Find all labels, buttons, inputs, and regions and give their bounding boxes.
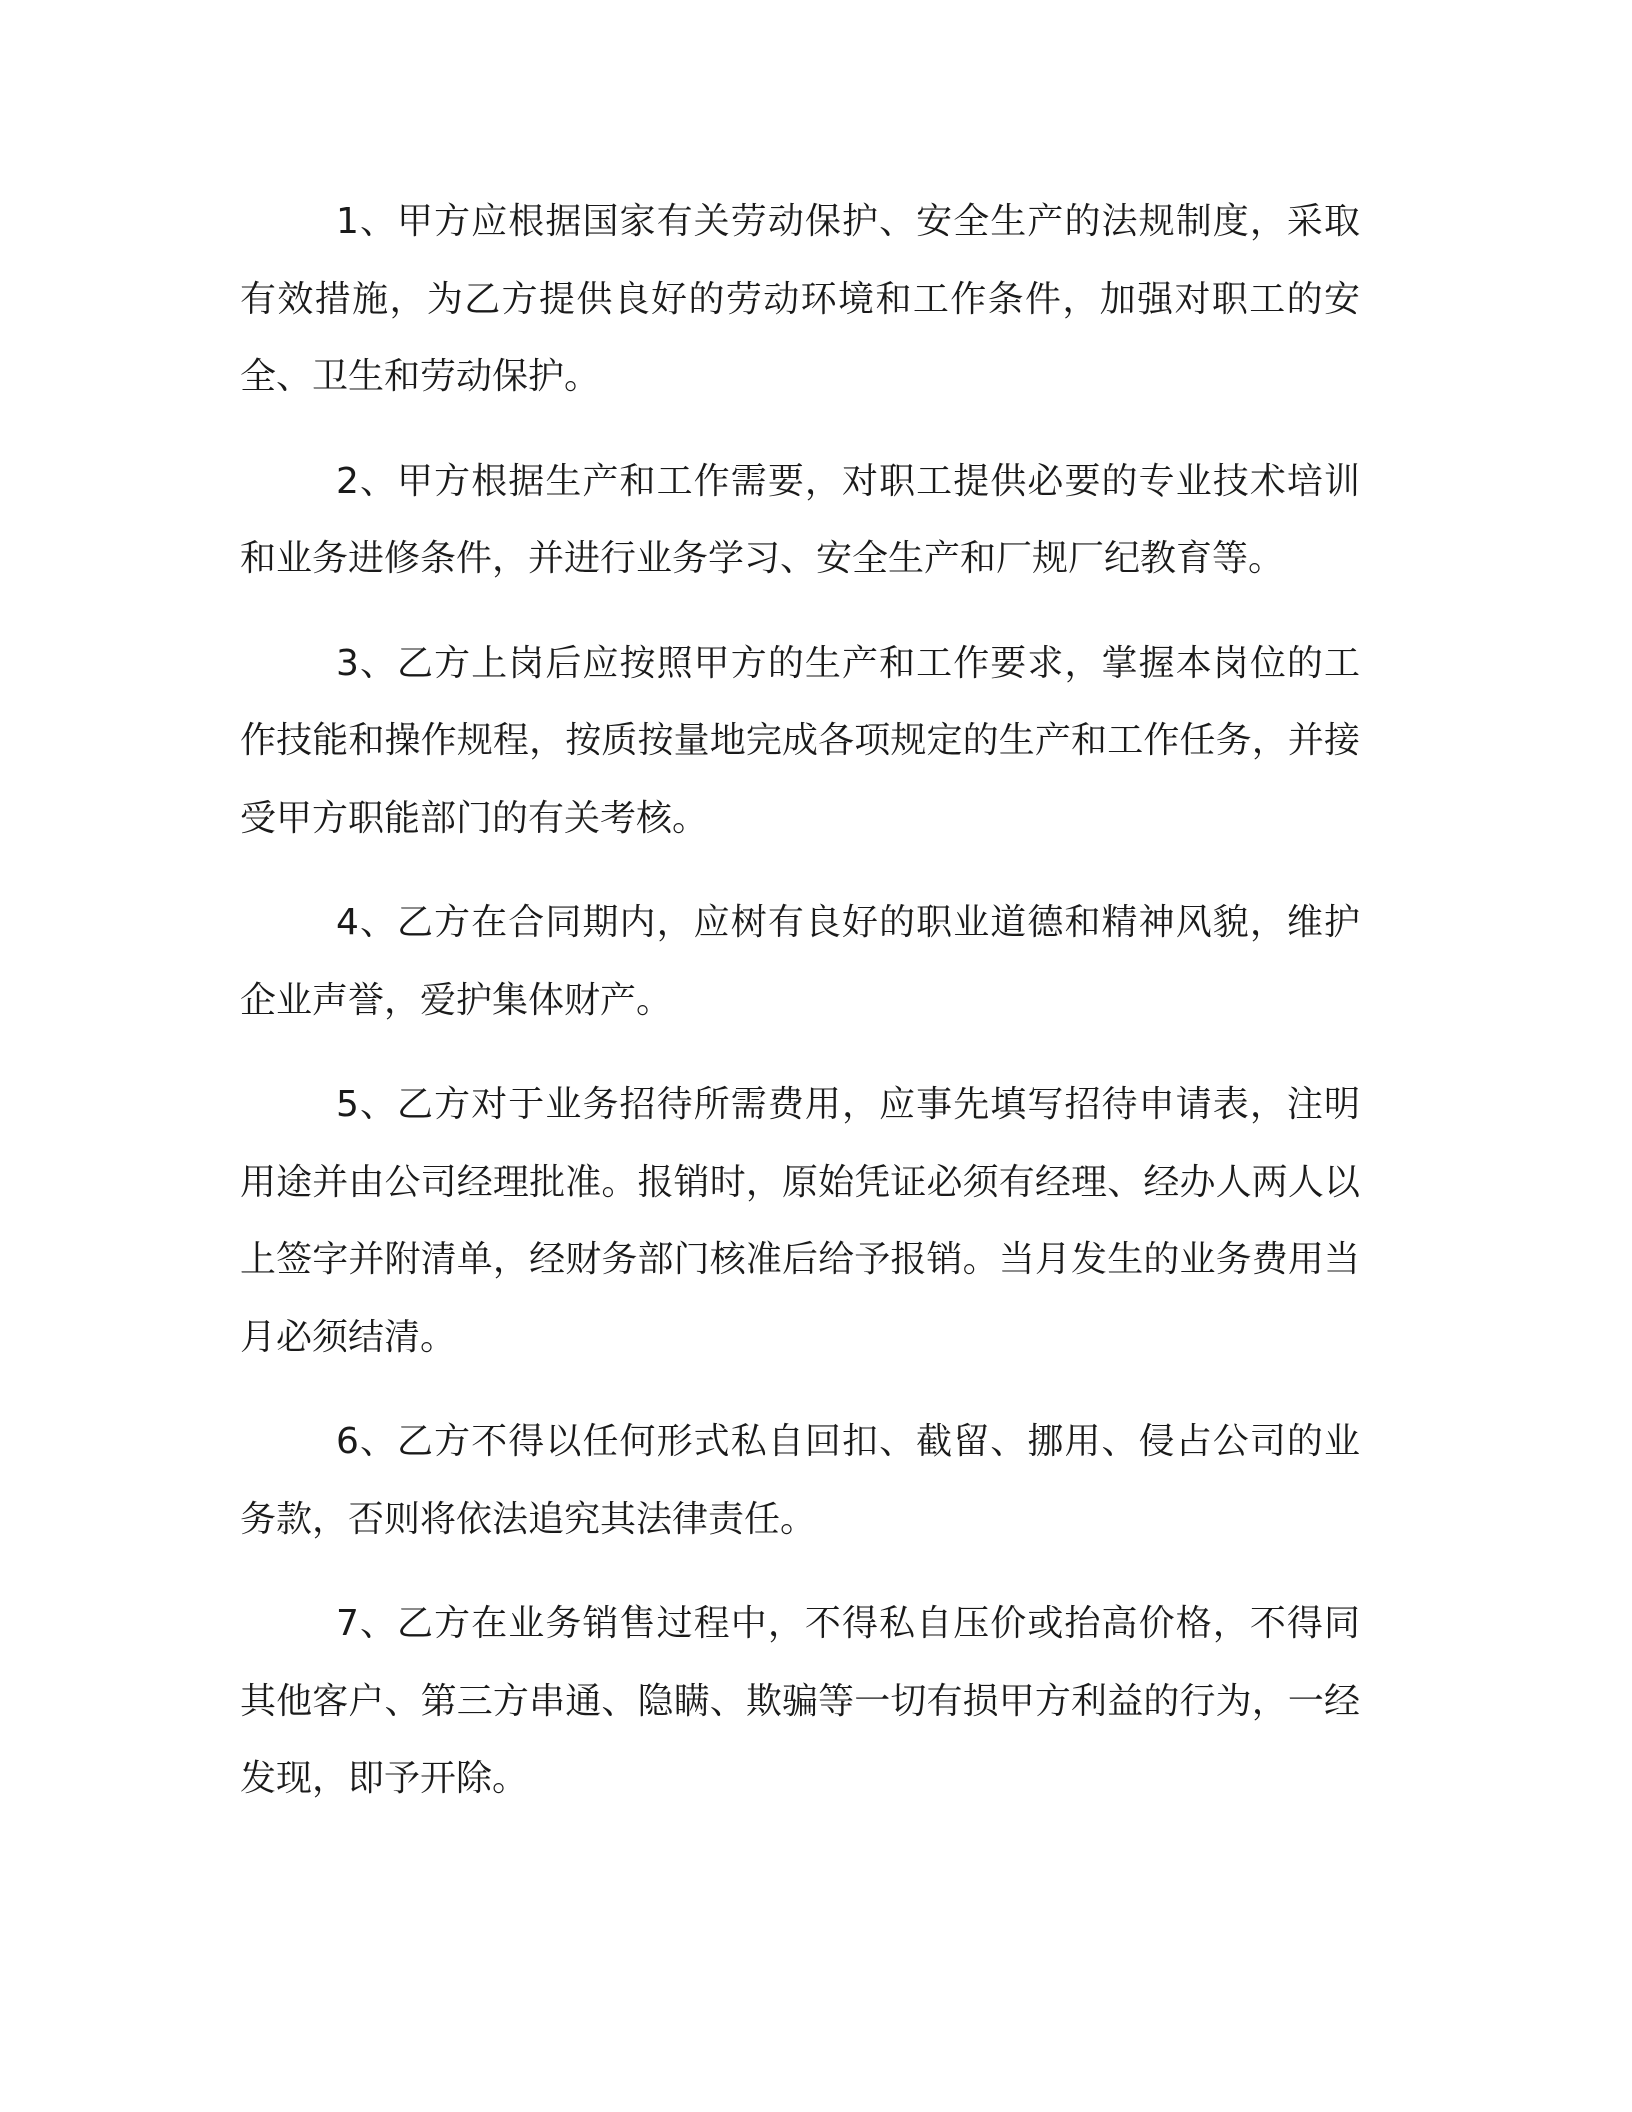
clause-6: 6、乙方不得以任何形式私自回扣、截留、挪用、侵占公司的业务款，否则将依法追究其法律责任。 xyxy=(240,1421,1360,1540)
clause-4: 4、乙方在合同期内，应树有良好的职业道德和精神风貌，维护企业声誉，爱护集体财产。 xyxy=(240,902,1360,1021)
clause-3: 3、乙方上岗后应按照甲方的生产和工作要求，掌握本岗位的工作技能和操作规程，按质按量地完成各项规定的生产和工作任务，并接受甲方职能部门的有关考核。 xyxy=(240,642,1360,839)
clause-7: 7、乙方在业务销售过程中，不得私自压价或抬高价格，不得同其他客户、第三方串通、隐瞒、欺骗等一切有损甲方利益的行为，一经发现，即予开除。 xyxy=(240,1603,1360,1799)
clause-1: 1、甲方应根据国家有关劳动保护、安全生产的法规制度，采取有效措施，为乙方提供良好的劳动环境和工作条件，加强对职工的安全、卫生和劳动保护。 xyxy=(240,201,1360,397)
clause-5: 5、乙方对于业务招待所需费用，应事先填写招待申请表，注明用途并由公司经理批准。报销时，原始凭证必须有经理、经办人两人以上签字并附清单，经财务部门核准后给予报销。当月发生的业务费用当月必须结清。 xyxy=(240,1084,1360,1358)
clause-2: 2、甲方根据生产和工作需要，对职工提供必要的专业技术培训和业务进修条件，并进行业务学习、安全生产和厂规厂纪教育等。 xyxy=(240,460,1360,579)
document-body xyxy=(240,183,1360,1845)
